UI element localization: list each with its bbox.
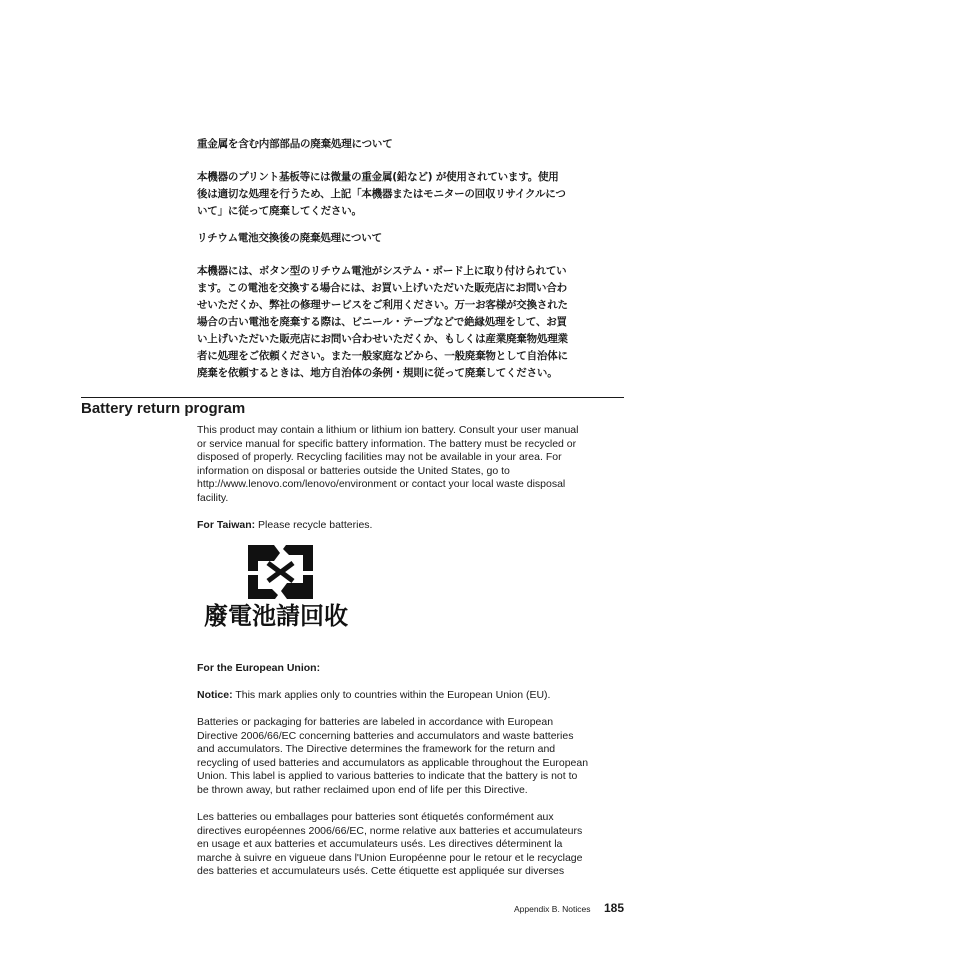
text-line: information on disposal or batteries outside the United States, go to xyxy=(197,464,510,477)
section-divider xyxy=(81,397,624,398)
jp-paragraph-heavy-metal xyxy=(197,169,627,220)
jp-heading-lithium: リチウム電池交換後の廃棄処理について xyxy=(197,232,382,244)
text-line: Batteries or packaging for batteries are labeled in accordance with European xyxy=(197,716,554,728)
text-line: ます。この電池を交換する場合には、お買い上げいただいた販売店にお問い合わ xyxy=(197,282,567,294)
eu-english-paragraph xyxy=(197,716,627,798)
text-line: directives européennes 2006/66/EC, norme relative aux batteries et accumulateurs xyxy=(197,824,583,837)
text-line: disposed of properly. Recycling facilities may not be available in your area. For xyxy=(197,451,562,464)
text-line: Union. This label is applied to various batteries to indicate that the battery is not to xyxy=(197,770,578,783)
text-line: 廃棄を依頼するときは、地方自治体の条例・規則に従って廃棄してください。 xyxy=(197,367,558,379)
intro-paragraph xyxy=(197,424,627,506)
notice-label: Notice: xyxy=(197,689,233,701)
text-line: 本機器のプリント基板等には微量の重金属(鉛など) が使用されています。使用 xyxy=(197,171,559,183)
text-line: 本機器には、ボタン型のリチウム電池がシステム・ボード上に取り付けられてい xyxy=(197,265,567,277)
taiwan-battery-recycling-logo xyxy=(204,541,356,633)
text-line: marche à suivre en vigueue dans l'Union Européenne pour le retour et le recyclage xyxy=(197,851,583,864)
taiwan-logo-caption: 廢電池請回收 xyxy=(204,601,348,630)
text-line: and accumulators. The Directive determines the framework for the return and xyxy=(197,743,556,756)
footer-section-label: Appendix B. Notices xyxy=(513,904,591,914)
eu-heading: For the European Union: xyxy=(197,662,321,674)
taiwan-text: Please recycle batteries. xyxy=(255,519,373,531)
text-line: せいただくか、弊社の修理サービスをご利用ください。万一お客様が交換された xyxy=(197,299,568,311)
text-line: 後は適切な処理を行うため、上記「本機器またはモニターの回収リサイクルにつ xyxy=(197,188,566,200)
taiwan-label: For Taiwan: xyxy=(197,519,256,531)
text-line: http://www.lenovo.com/lenovo/environment or contact your local waste disposal xyxy=(197,478,566,491)
text-line: be thrown away, but rather reclaimed upon end of life per this Directive. xyxy=(197,783,528,796)
eu-french-paragraph xyxy=(197,811,627,879)
text-line: い上げいただいた販売店にお問い合わせいただくか、もしくは産業廃棄物処理業 xyxy=(197,333,568,345)
text-line: Directive 2006/66/EC concerning batteries and accumulators and waste batteries xyxy=(197,729,574,742)
text-line: facility. xyxy=(197,491,229,504)
taiwan-recycle-icon xyxy=(244,541,317,603)
text-line: or service manual for specific battery information. The battery must be recycled or xyxy=(197,437,577,450)
taiwan-paragraph xyxy=(197,519,627,533)
text-line: Les batteries ou emballages pour batteries sont étiquetés conformément aux xyxy=(197,811,554,823)
text-line: des batteries et accumulateurs usés. Cette étiquette est appliquée sur diverses xyxy=(197,865,565,878)
section-title: Battery return program xyxy=(81,400,246,417)
text-line: recycling of used batteries and accumulators as applicable throughout the European xyxy=(197,756,589,769)
text-line: いて」に従って廃棄してください。 xyxy=(197,205,362,217)
text-line: 者に処理をご依頼ください。また一般家庭などから、一般廃棄物として自治体に xyxy=(197,350,568,362)
page-footer xyxy=(514,900,624,917)
text-line: This product may contain a lithium or lithium ion battery. Consult your user manual xyxy=(197,424,579,436)
text-line: en usage et aux batteries et accumulateurs usés. Les directives déterminent la xyxy=(197,838,563,851)
text-line: 場合の古い電池を廃棄する際は、ビニール・テープなどで絶縁処理をして、お買 xyxy=(197,316,567,328)
jp-paragraph-lithium xyxy=(197,263,627,382)
jp-heading-heavy-metal: 重金属を含む内部部品の廃棄処理について xyxy=(197,138,393,150)
notice-text: This mark applies only to countries within the European Union (EU). xyxy=(232,689,551,701)
page-number: 185 xyxy=(603,901,624,915)
eu-notice xyxy=(197,689,627,703)
